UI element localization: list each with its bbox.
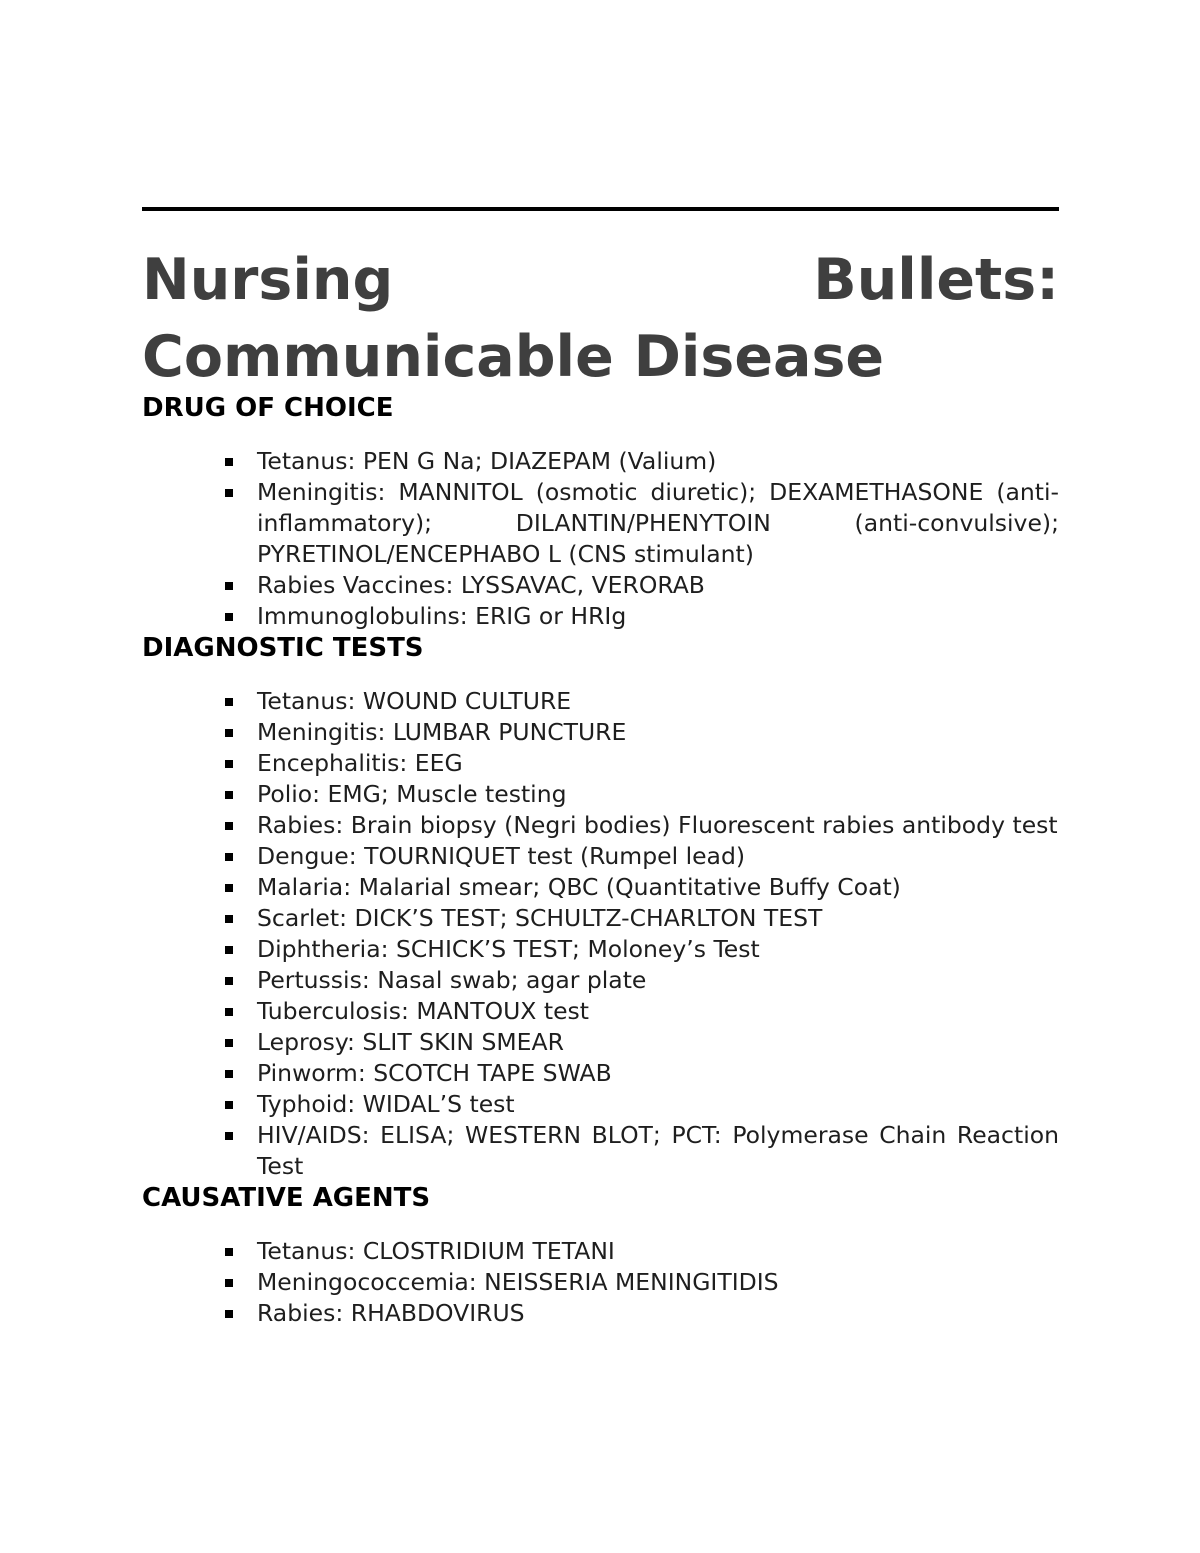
list-item-text: Rabies: Brain biopsy (Negri bodies) Fluorescent rabies antibody test (257, 811, 1058, 839)
square-bullet-icon (225, 1101, 233, 1109)
list-item (142, 570, 1059, 601)
list-item (142, 1298, 1059, 1329)
list-item (142, 810, 1059, 841)
top-rule (142, 207, 1059, 211)
list-item (142, 779, 1059, 810)
list-item-text: Immunoglobulins: ERIG or HRIg (257, 602, 627, 630)
section-heading: CAUSATIVE AGENTS (142, 1183, 431, 1213)
list-item (142, 748, 1059, 779)
section-causative-agents (142, 1182, 1059, 1329)
title-line-1 (142, 242, 1059, 319)
list-item (142, 903, 1059, 934)
title-word-nursing: Nursing (142, 247, 394, 313)
title-word-bullets: Bullets: (813, 247, 1059, 313)
section-drug-of-choice (142, 392, 1059, 632)
square-bullet-icon (225, 489, 233, 497)
list-item-text: Malaria: Malarial smear; QBC (Quantitative Buffy Coat) (257, 873, 901, 901)
list-item-text: Pinworm: SCOTCH TAPE SWAB (257, 1059, 612, 1087)
list-item (142, 996, 1059, 1027)
list-item-text: Polio: EMG; Muscle testing (257, 780, 567, 808)
square-bullet-icon (225, 1248, 233, 1256)
square-bullet-icon (225, 1008, 233, 1016)
list-item-text: Meningitis: LUMBAR PUNCTURE (257, 718, 627, 746)
section-heading: DIAGNOSTIC TESTS (142, 633, 424, 663)
list-item-text: Encephalitis: EEG (257, 749, 463, 777)
list-item-text: Dengue: TOURNIQUET test (Rumpel lead) (257, 842, 746, 870)
bullet-list (142, 686, 1059, 1182)
list-item (142, 872, 1059, 903)
square-bullet-icon (225, 946, 233, 954)
title-line-2: Communicable Disease (142, 324, 885, 390)
list-item (142, 934, 1059, 965)
list-item (142, 601, 1059, 632)
square-bullet-icon (225, 458, 233, 466)
list-item-text: Pertussis: Nasal swab; agar plate (257, 966, 647, 994)
square-bullet-icon (225, 1070, 233, 1078)
list-item (142, 1267, 1059, 1298)
page-title (142, 242, 1059, 396)
list-item-text: Rabies Vaccines: LYSSAVAC, VERORAB (257, 571, 705, 599)
list-item-text: Meningococcemia: NEISSERIA MENINGITIDIS (257, 1268, 779, 1296)
list-item-text: Typhoid: WIDAL’S test (257, 1090, 515, 1118)
list-item-text: Scarlet: DICK’S TEST; SCHULTZ-CHARLTON TEST (257, 904, 823, 932)
list-item-text: Tetanus: CLOSTRIDIUM TETANI (257, 1237, 615, 1265)
square-bullet-icon (225, 729, 233, 737)
list-item-text: Tetanus: WOUND CULTURE (257, 687, 572, 715)
list-item-text: Diphtheria: SCHICK’S TEST; Moloney’s Test (257, 935, 760, 963)
square-bullet-icon (225, 1279, 233, 1287)
section-heading: DRUG OF CHOICE (142, 393, 394, 423)
list-item (142, 841, 1059, 872)
list-item-text: Rabies: RHABDOVIRUS (257, 1299, 525, 1327)
list-item (142, 717, 1059, 748)
square-bullet-icon (225, 1132, 233, 1140)
bullet-list (142, 1236, 1059, 1329)
section-diagnostic-tests (142, 632, 1059, 1182)
list-item-text: Leprosy: SLIT SKIN SMEAR (257, 1028, 564, 1056)
list-item (142, 686, 1059, 717)
list-item (142, 477, 1059, 570)
square-bullet-icon (225, 582, 233, 590)
list-item (142, 1027, 1059, 1058)
document-body (142, 392, 1059, 1329)
list-item-text: Meningitis: MANNITOL (osmotic diuretic); DEXAMETHASONE (anti-inflammatory); DILANTIN/PHENYTOIN (anti-convulsive); PYRETINOL/ENCEPHABO L (CNS stimulant) (257, 478, 1059, 568)
square-bullet-icon (225, 977, 233, 985)
square-bullet-icon (225, 791, 233, 799)
list-item-text: Tuberculosis: MANTOUX test (257, 997, 590, 1025)
list-item (142, 446, 1059, 477)
square-bullet-icon (225, 1310, 233, 1318)
list-item (142, 965, 1059, 996)
list-item-text: Tetanus: PEN G Na; DIAZEPAM (Valium) (257, 447, 717, 475)
list-item (142, 1089, 1059, 1120)
list-item-text: HIV/AIDS: ELISA; WESTERN BLOT; PCT: Polymerase Chain Reaction Test (257, 1121, 1059, 1180)
square-bullet-icon (225, 915, 233, 923)
square-bullet-icon (225, 884, 233, 892)
square-bullet-icon (225, 698, 233, 706)
list-item (142, 1236, 1059, 1267)
square-bullet-icon (225, 613, 233, 621)
list-item (142, 1120, 1059, 1182)
square-bullet-icon (225, 760, 233, 768)
list-item (142, 1058, 1059, 1089)
bullet-list (142, 446, 1059, 632)
square-bullet-icon (225, 853, 233, 861)
square-bullet-icon (225, 822, 233, 830)
square-bullet-icon (225, 1039, 233, 1047)
